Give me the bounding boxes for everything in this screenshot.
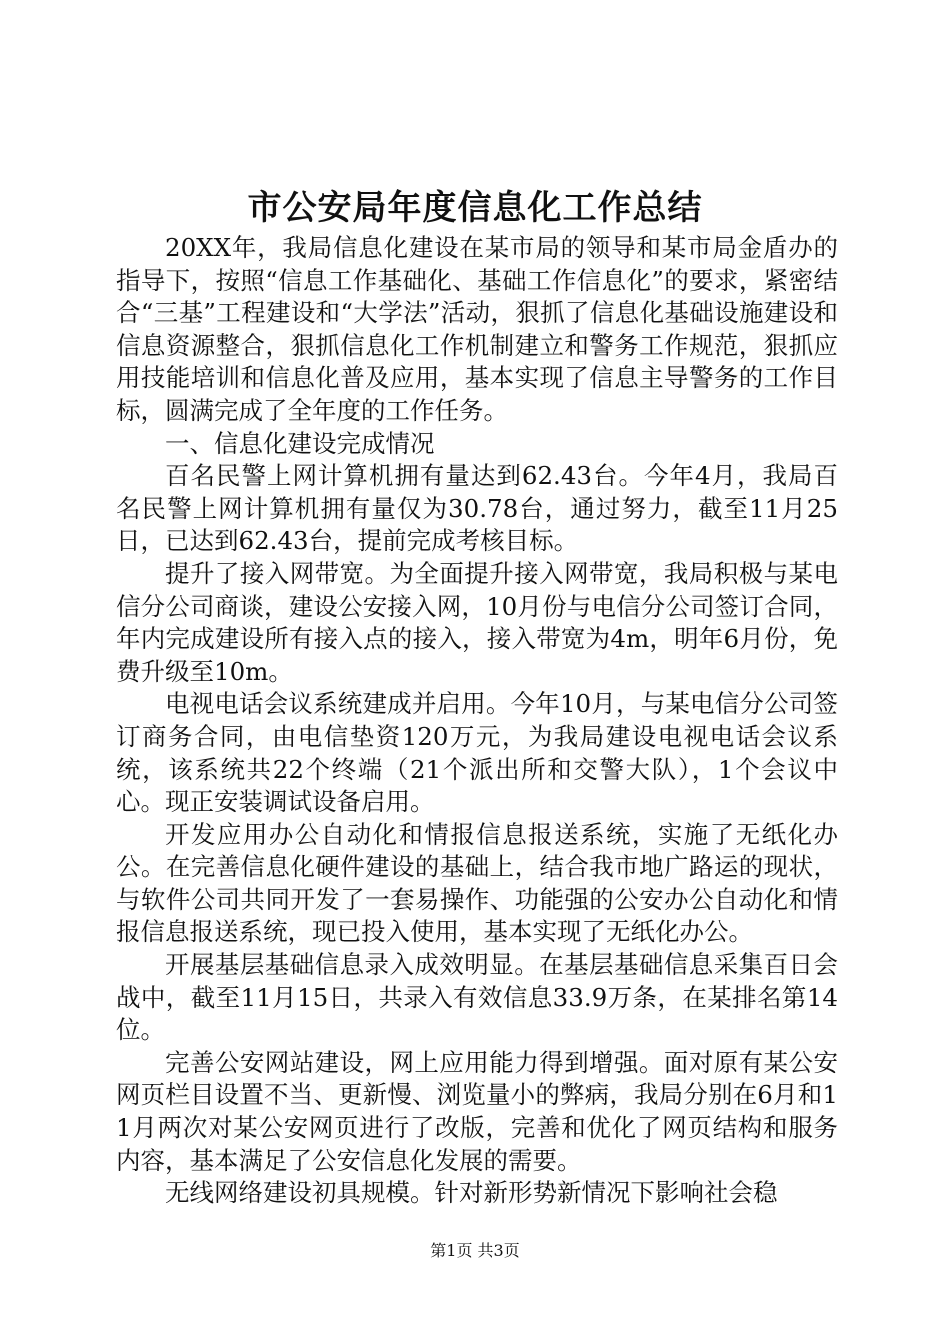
paragraph-video-conference: 电视电话会议系统建成并启用。今年10月，与某电信分公司签订商务合同，由电信垫资120万元，为我局建设电视电话会议系统，该系统共22个终端（21个派出所和交警大队），1个会议中心。现正安装调试设备启用。: [116, 689, 838, 817]
paragraph-info-entry: 开展基层基础信息录入成效明显。在基层基础信息采集百日会战中，截至11月15日，共录入有效信息33.9万条，在某排名第14位。: [116, 950, 838, 1045]
paragraph-computers: 百名民警上网计算机拥有量达到62.43台。今年4月，我局百名民警上网计算机拥有量仅为30.78台，通过努力，截至11月25日，已达到62.43台，提前完成考核目标。: [116, 461, 838, 556]
section-heading: 一、信息化建设完成情况: [165, 428, 435, 458]
paragraph-website: 完善公安网站建设，网上应用能力得到增强。面对原有某公安网页栏目设置不当、更新慢、浏览量小的弊病，我局分别在6月和11月两次对某公安网页进行了改版，完善和优化了网页结构和服务内容，基本满足了公安信息化发展的需要。: [116, 1047, 838, 1175]
paragraph-bandwidth: 提升了接入网带宽。为全面提升接入网带宽，我局积极与某电信分公司商谈，建设公安接入网，10月份与电信分公司签订合同，年内完成建设所有接入点的接入，接入带宽为4m，明年6月份，免费升级至10m。: [116, 558, 838, 686]
paragraph-wireless: 无线网络建设初具规模。针对新形势新情况下影响社会稳: [165, 1178, 778, 1208]
paragraph-office-automation: 开发应用办公自动化和情报信息报送系统，实施了无纸化办公。在完善信息化硬件建设的基础上，结合我市地广路运的现状，与软件公司共同开发了一套易操作、功能强的公安办公自动化和情报信息报送系统，现已投入使用，基本实现了无纸化办公。: [116, 819, 838, 947]
page-number-footer: 第1页 共3页: [430, 1241, 520, 1260]
document-title: 市公安局年度信息化工作总结: [247, 188, 703, 228]
paragraph-intro: 20XX年，我局信息化建设在某市局的领导和某市局金盾办的指导下，按照“信息工作基础化、基础工作信息化”的要求，紧密结合“三基”工程建设和“大学法”活动，狠抓了信息化基础设施建设和信息资源整合，狠抓信息化工作机制建立和警务工作规范，狠抓应用技能培训和信息化普及应用，基本实现了信息主导警务的工作目标，圆满完成了全年度的工作任务。: [116, 233, 838, 425]
document-body: [116, 232, 838, 1210]
